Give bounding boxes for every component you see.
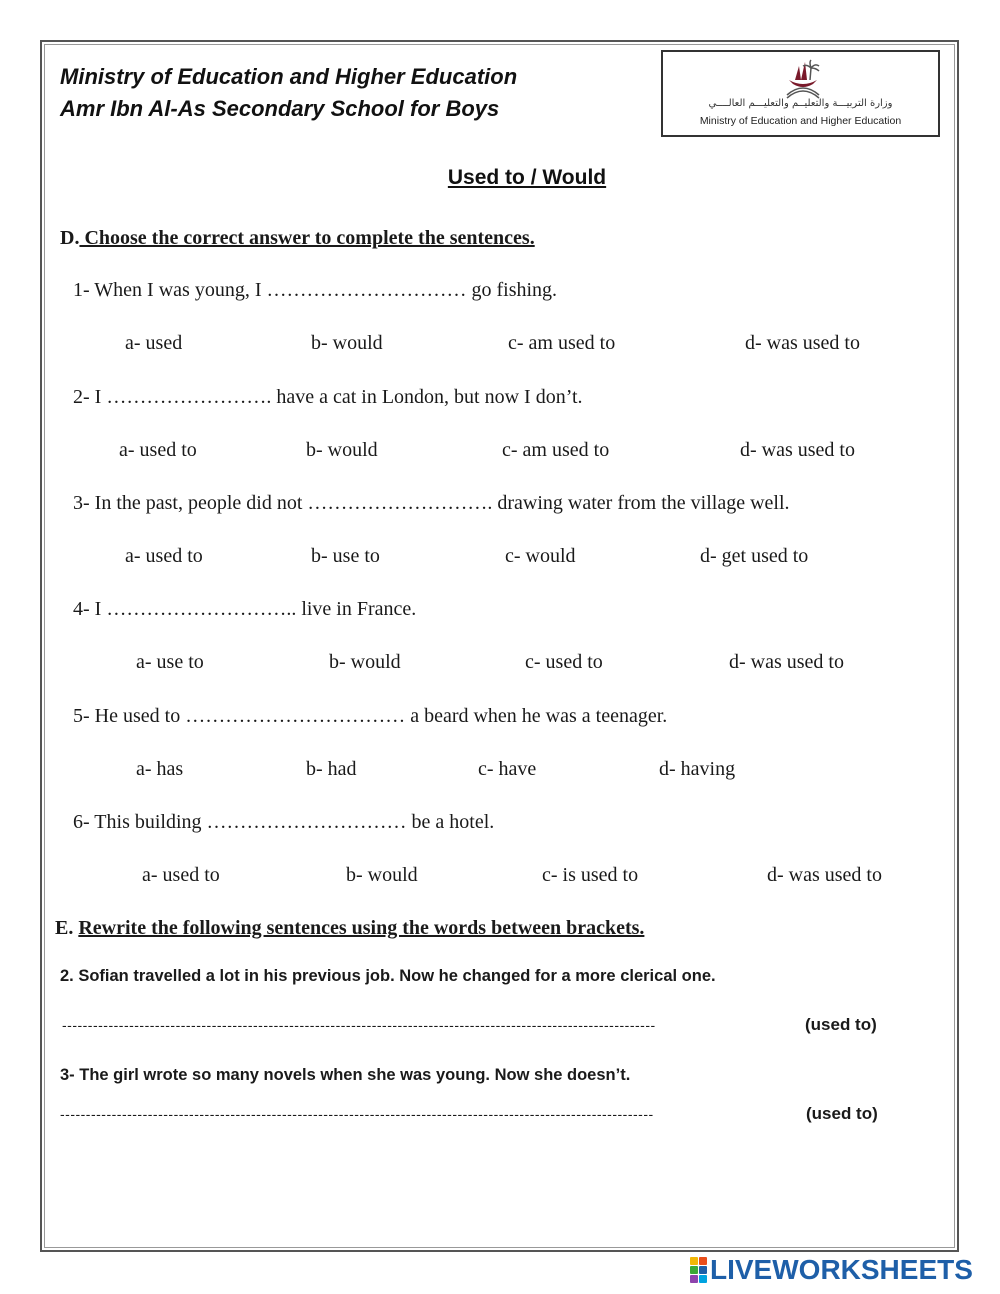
question-2: 2- I ……………………. have a cat in London, but now I don’t. [73,386,583,408]
section-d-instruction: Choose the correct answer to complete the sentences. [79,227,535,249]
liveworksheets-logo-icon [690,1257,707,1283]
q5-option-a[interactable]: a- has [136,758,184,780]
section-e-instruction: Rewrite the following sentences using the words between brackets. [78,917,645,939]
q6-option-c[interactable]: c- is used to [542,864,639,886]
ministry-logo [661,50,940,137]
q5-option-c[interactable]: c- have [478,758,537,780]
school-heading: Amr Ibn Al-As Secondary School for Boys [60,96,500,121]
q2-option-c[interactable]: c- am used to [502,439,610,461]
q4-option-b[interactable]: b- would [329,651,401,673]
q2-option-b[interactable]: b- would [306,439,378,461]
question-4: 4- I ……………………….. live in France. [73,598,417,620]
q5-option-b[interactable]: b- had [306,758,357,780]
question-3: 3- In the past, people did not ………………………. drawing water from the village well. [73,492,790,514]
logo-english-text: Ministry of Education and Higher Education [699,115,902,127]
ministry-heading: Ministry of Education and Higher Education [60,64,518,89]
section-d-heading [60,227,535,250]
q3-option-a[interactable]: a- used to [125,545,203,567]
dhow-palm-swords-emblem-icon [783,58,823,100]
q6-option-a[interactable]: a- used to [142,864,220,886]
q1-option-d[interactable]: d- was used to [745,332,860,354]
q1-option-b[interactable]: b- would [311,332,383,354]
q6-option-b[interactable]: b- would [346,864,418,886]
section-d-letter: D. [60,227,80,249]
q3-option-b[interactable]: b- use to [311,545,380,567]
question-1: 1- When I was young, I ………………………… go fishing. [73,279,558,301]
q1-option-c[interactable]: c- am used to [508,332,616,354]
section-e-letter: E. [55,917,74,939]
question-5: 5- He used to …………………………… a beard when he was a teenager. [73,705,668,727]
logo-arabic-text: وزارة التربيـــة والتعليــم والتعليـــم العالــــي [708,98,893,109]
rewrite-answer-line-3[interactable]: ------------------------------------------------------------------------------------------------------------------- [60,1106,654,1122]
q1-option-a[interactable]: a- used [125,332,183,354]
section-e-heading [55,917,644,940]
q4-option-d[interactable]: d- was used to [729,651,844,673]
rewrite-sentence-2: 2. Sofian travelled a lot in his previous job. Now he changed for a more clerical one. [60,967,716,985]
q3-option-c[interactable]: c- would [505,545,576,567]
rewrite-sentence-3: 3- The girl wrote so many novels when she was young. Now she doesn’t. [60,1066,631,1084]
liveworksheets-wordmark: LIVEWORKSHEETS [710,1254,973,1285]
liveworksheets-brand[interactable] [690,1254,973,1286]
q2-option-a[interactable]: a- used to [119,439,197,461]
rewrite-hint-2: (used to) [805,1015,877,1034]
worksheet-title: Used to / Would [447,166,607,189]
q4-option-a[interactable]: a- use to [136,651,204,673]
rewrite-answer-line-2[interactable]: ------------------------------------------------------------------------------------------------------------------- [62,1017,656,1033]
q3-option-d[interactable]: d- get used to [700,545,809,567]
q6-option-d[interactable]: d- was used to [767,864,882,886]
q5-option-d[interactable]: d- having [659,758,736,780]
q2-option-d[interactable]: d- was used to [740,439,855,461]
question-6: 6- This building ………………………… be a hotel. [73,811,495,833]
rewrite-hint-3: (used to) [806,1104,878,1123]
q4-option-c[interactable]: c- used to [525,651,603,673]
